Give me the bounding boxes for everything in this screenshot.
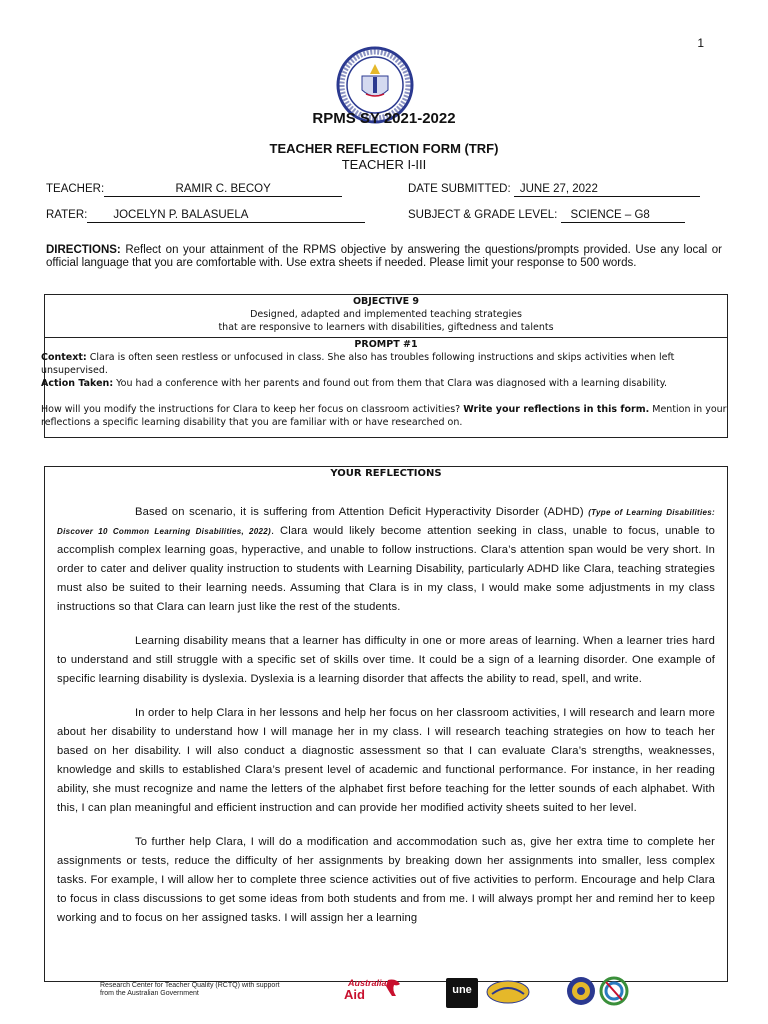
prompt-question [41, 403, 731, 429]
action-text: You had a conference with her parents and found out from them that Clara was diagnosed with a learning disability. [113, 378, 668, 389]
reflection-paragraph-4: To further help Clara, I will do a modification and accommodation such as, give her extra time to complete her assignments or tests, reduce the difficulty of her assignments by breaking down her assignments into smaller, less complex tasks. For example, I will allow her to complete three science activities out of five activities to perform. Encourage and help Clara to focus in class discussions to get some ideas from both students and from me. I will always prompt her and remind her to keep working and to focus on her assigned tasks. I will assign her a learning [57, 836, 715, 924]
reflection-paragraph-1 [57, 503, 715, 617]
subject-value: SCIENCE – G8 [561, 209, 685, 223]
context-text: Clara is often seen restless or unfocused in class. She also has troubles following instructions and skips activities when left unsupervised. [41, 352, 675, 376]
aid-logo-text-1: Australian [348, 978, 393, 988]
rater-label: RATER: [46, 209, 88, 221]
australian-aid-logo [342, 978, 416, 1004]
objective-line-2: that are responsive to learners with disabilities, giftedness and talents [218, 322, 554, 333]
footer-line-2: from the Australian Government [100, 990, 199, 997]
objective-prompt-box [41, 294, 728, 438]
objective-line-1: Designed, adapted and implemented teaching strategies [250, 309, 522, 320]
reflection-paragraph-3: In order to help Clara in her lessons and help her focus on her classroom activities, I will research and learn more about her disability to understand how I will manage her in my class. I will research teaching strategies on how to teach her based on her disability. I will also conduct a diagnostic assessment so that I can evaluate Clara’s strengths, weaknesses, knowledge and skills to established Clara’s present level of academic and functional performance. For instance, in her reading ability, she must recognize and name the letters of the alphabet first before teaching for the letter sounds of each alphabet. With this, I can plan meaningful and efficient instruction and can provide her modified activity sheets suited to her level. [57, 707, 715, 814]
rater-value: JOCELYN P. BALASUELA [87, 209, 365, 223]
footer-line-1: Research Center for Teacher Quality (RCTQ) with support [100, 982, 280, 989]
context-label: Context: [41, 352, 87, 363]
date-field [408, 183, 700, 197]
question-text: How will you modify the instructions for Clara to keep her focus on classroom activities? [41, 404, 464, 415]
rctq-seal-logo [566, 976, 596, 1006]
prompt-heading: PROMPT #1 [354, 339, 418, 350]
subject-label: SUBJECT & GRADE LEVEL: [408, 209, 558, 221]
action-label: Action Taken: [41, 378, 114, 389]
prompt-context [41, 351, 731, 377]
teacher-value: RAMIR C. BECOY [104, 183, 342, 197]
date-label: DATE SUBMITTED: [408, 183, 511, 195]
partner-logo [596, 976, 632, 1006]
objective-section [45, 295, 727, 334]
seameo-logo [486, 980, 530, 1004]
date-value: JUNE 27, 2022 [514, 183, 700, 197]
teacher-label: TEACHER: [46, 183, 105, 195]
directions [46, 244, 722, 270]
question-bold: Write your reflections in this form. [463, 404, 650, 415]
objective-heading: OBJECTIVE 9 [352, 296, 420, 307]
document-title: RPMS SY 2021-2022 [312, 110, 456, 127]
une-logo [446, 978, 478, 1008]
form-subtitle: TEACHER I-III [341, 157, 427, 172]
form-title: TEACHER REFLECTION FORM (TRF) [269, 141, 499, 156]
une-logo-text: une [452, 984, 472, 996]
directions-label: DIRECTIONS: [46, 244, 121, 256]
reflections-heading: YOUR REFLECTIONS [330, 468, 442, 479]
footer-credit [100, 982, 280, 998]
prompt-body [41, 351, 731, 429]
directions-text: Reflect on your attainment of the RPMS objective by answering the questions/prompts provided. Use any local or official language that you are comfortable with. Use extra sheets if needed. Please limit your response to 500 words. [46, 244, 722, 269]
reflection-paragraph-2: Learning disability means that a learner has difficulty in one or more areas of learning. When a learner tries hard to understand and still struggle with a specific set of skills over time. It could be a sign of a learning disorder. One example of specific learning disability is dyslexia. Dyslexia is a learning disorder that affects the ability to read, spell, and write. [57, 635, 715, 685]
reflections-box [44, 466, 728, 982]
rater-field [46, 209, 365, 223]
question-tail: Mention in your reflections a specific learning disability that you are familiar with or have researched on. [41, 404, 727, 428]
aid-logo-text-2: Aid [344, 987, 365, 1002]
teacher-field [46, 183, 342, 197]
prompt-action [41, 377, 731, 390]
reflections-text [57, 503, 715, 943]
reflection-p1-end: . Clara would likely become attention seeking in class, unable to focus, unable to accomplish complex learning goas, hyperactive, and unable to follow instructions. Clara’s attention span would be very short. In order to cater and deliver quality instruction to students with Learning Disability, particularly ADHD like Clara, teaching strategies must also be suited to their learning needs. Assuming that Clara is in my class, I would make some adjustments in my class instructions so that Clara can learn just like the rest of the students. [57, 525, 715, 613]
reflection-citation: (Type of Learning Disabilities: Discover 10 Common Learning Disabilities, 2022) [57, 508, 715, 536]
subject-field [408, 209, 685, 223]
reflection-p1-start: Based on scenario, it is suffering from Attention Deficit Hyperactivity Disorder (ADHD) [135, 506, 589, 518]
prompt-heading-row [45, 338, 727, 351]
page-number: 1 [697, 36, 704, 50]
